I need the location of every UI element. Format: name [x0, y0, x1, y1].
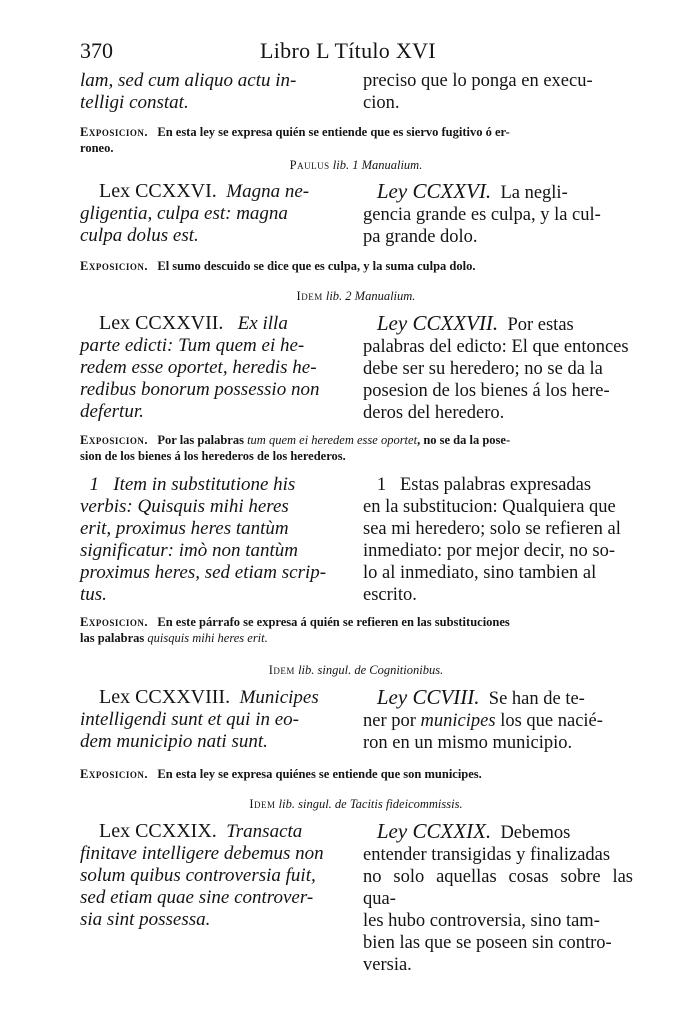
- exposicion-text: roneo.: [80, 141, 114, 155]
- ley-number: Ley CCVIII.: [376, 685, 480, 709]
- source-work: lib. 1 Manualium.: [332, 158, 423, 172]
- latin-line: verbis: Quisquis mihi heres: [80, 496, 289, 517]
- page-header: [80, 38, 630, 68]
- spanish-text: [363, 474, 633, 606]
- exposicion-note: [80, 258, 632, 274]
- lex-number: Lex CCXXVI.: [99, 180, 217, 202]
- ley-number: Ley CCXXVI.: [376, 179, 492, 203]
- exposicion-note: [80, 432, 632, 464]
- latin-line: defertur.: [80, 401, 144, 422]
- latin-line: Magna ne-: [226, 181, 310, 202]
- law-ccxxix: [80, 819, 635, 975]
- latin-line: intelligendi sunt et qui in eo-: [80, 709, 299, 730]
- source-citation: [80, 288, 632, 304]
- spanish-line: bien las que se poseen sin contro-: [363, 933, 612, 953]
- lex-number: Lex CCXXVIII.: [99, 686, 231, 708]
- law-ccxxviii: [80, 686, 635, 756]
- exposicion-quote: tum quem ei heredem esse oportet: [247, 433, 418, 447]
- spanish-line: versia.: [363, 955, 412, 975]
- latin-line: lam, sed cum aliquo actu in-: [80, 70, 297, 91]
- spanish-line: inmediato: por mejor decir, no so-: [363, 541, 616, 561]
- exposicion-label: Exposicion.: [80, 125, 148, 139]
- spanish-line: les hubo controversia, sino tam-: [363, 911, 600, 931]
- source-author: Idem: [296, 289, 323, 303]
- latin-text: [80, 820, 345, 931]
- latin-text: [80, 312, 345, 423]
- latin-line: significatur: imò non tantùm: [80, 540, 298, 561]
- source-author: Idem: [249, 797, 276, 811]
- exposicion-text: En este párrafo se expresa á quién se refieren en las substituciones: [157, 615, 510, 629]
- exposicion-text: En esta ley se expresa quién se entiende que es siervo fugitivo ó er-: [157, 125, 510, 139]
- latin-line: sia sint possessa.: [80, 909, 211, 930]
- spanish-line: en la substitucion: Qualquiera que: [363, 497, 616, 517]
- latin-line: redem esse oportet, heredis he-: [80, 357, 317, 378]
- exposicion-label: Exposicion.: [80, 259, 148, 273]
- paragraph-number: 1: [376, 475, 387, 495]
- spanish-line: posesion de los bienes á los here-: [363, 381, 610, 401]
- page-number: 370: [80, 38, 113, 63]
- source-author: Paulus: [289, 158, 330, 172]
- spanish-line: La negli-: [500, 183, 568, 203]
- law-ccxxvii: [80, 312, 635, 424]
- exposicion-text: sion de los bienes á los herederos de los herederos.: [80, 449, 346, 463]
- latin-line: finitave intelligere debemus non: [80, 843, 324, 864]
- spanish-line: palabras del edicto: El que entonces: [363, 337, 629, 357]
- running-head: Libro L Título XVI: [260, 38, 436, 63]
- exposicion-text: El sumo descuido se dice que es culpa, y la suma culpa dolo.: [157, 259, 476, 273]
- latin-line: culpa dolus est.: [80, 225, 199, 246]
- exposicion-quote: quisquis mihi heres erit.: [147, 631, 268, 645]
- spanish-line: pa grande dolo.: [363, 227, 478, 247]
- spanish-line: Por estas: [507, 315, 574, 335]
- latin-line: Municipes: [239, 687, 319, 708]
- exposicion-text: Por las palabras: [157, 433, 244, 447]
- spanish-term: municipes: [420, 711, 496, 731]
- latin-line: Item in substitutione his: [113, 474, 296, 495]
- latin-line: erit, proximus heres tantùm: [80, 518, 289, 539]
- exposicion-label: Exposicion.: [80, 615, 148, 629]
- spanish-text: [363, 180, 633, 248]
- law-ccxxvi: [80, 180, 635, 250]
- latin-line: solum quibus controversia fuit,: [80, 865, 316, 886]
- exposicion-note: [80, 614, 632, 646]
- latin-text: [80, 70, 345, 114]
- exposicion-note: [80, 766, 632, 782]
- exposicion-label: Exposicion.: [80, 767, 148, 781]
- lex-number: Lex CCXXVII.: [99, 312, 224, 334]
- source-work: lib. 2 Manualium.: [325, 289, 416, 303]
- source-work: lib. singul. de Tacitis fideicommissis.: [278, 797, 463, 811]
- spanish-line: sea mi heredero; solo se refieren al: [363, 519, 621, 539]
- latin-line: redibus bonorum possessio non: [80, 379, 320, 400]
- exposicion-note: [80, 124, 632, 156]
- spanish-line: debe ser su heredero; no se da la: [363, 359, 603, 379]
- latin-line: proximus heres, sed etiam scrip-: [80, 562, 327, 583]
- latin-line: tus.: [80, 584, 107, 605]
- spanish-line: gencia grande es culpa, y la cul-: [363, 205, 601, 225]
- paragraph-number: 1: [89, 474, 99, 495]
- spanish-line: escrito.: [363, 585, 417, 605]
- law-continuation: [80, 70, 635, 116]
- source-author: Idem: [268, 663, 295, 677]
- latin-text: [80, 180, 345, 247]
- spanish-text: [363, 312, 633, 424]
- exposicion-text: En esta ley se expresa quiénes se entiende que son municipes.: [157, 767, 482, 781]
- spanish-line: Se han de te-: [488, 689, 585, 709]
- spanish-line: Debemos: [500, 823, 571, 843]
- source-citation: [80, 157, 632, 173]
- spanish-line: preciso que lo ponga en execu-: [363, 71, 593, 91]
- latin-line: sed etiam quae sine controver-: [80, 887, 314, 908]
- spanish-text: [363, 686, 633, 754]
- spanish-line: no solo aquellas cosas sobre las qua-: [363, 867, 633, 909]
- latin-text: [80, 686, 345, 753]
- ley-number: Ley CCXXVII.: [376, 311, 499, 335]
- spanish-line: deros del heredero.: [363, 403, 505, 423]
- latin-line: gligentia, culpa est: magna: [80, 203, 288, 224]
- spanish-text: [363, 820, 633, 976]
- spanish-line: los que nacié-: [500, 711, 603, 731]
- spanish-line: Estas palabras expresadas: [400, 475, 592, 495]
- exposicion-text: las palabras: [80, 631, 145, 645]
- exposicion-text: , no se da la pose-: [417, 433, 511, 447]
- source-work: lib. singul. de Cognitionibus.: [298, 663, 444, 677]
- latin-line: telligi constat.: [80, 92, 189, 113]
- latin-text: [80, 474, 345, 606]
- spanish-text: [363, 70, 633, 114]
- source-citation: [80, 662, 632, 678]
- lex-number: Lex CCXXIX.: [99, 820, 217, 842]
- latin-line: parte edicti: Tum quem ei he-: [80, 335, 305, 356]
- spanish-line: entender transigidas y finalizadas: [363, 845, 611, 865]
- ley-number: Ley CCXXIX.: [376, 819, 492, 843]
- latin-line: Transacta: [226, 821, 303, 842]
- latin-line: Ex illa: [237, 313, 288, 334]
- spanish-line: lo al inmediato, sino tambien al: [363, 563, 597, 583]
- latin-line: dem municipio nati sunt.: [80, 731, 268, 752]
- spanish-line: cion.: [363, 93, 400, 113]
- exposicion-label: Exposicion.: [80, 433, 148, 447]
- spanish-line: ron en un mismo municipio.: [363, 733, 573, 753]
- source-citation: [80, 796, 632, 812]
- spanish-line: ner por: [363, 711, 416, 731]
- law-ccxxvii-paragraph-1: [80, 474, 635, 608]
